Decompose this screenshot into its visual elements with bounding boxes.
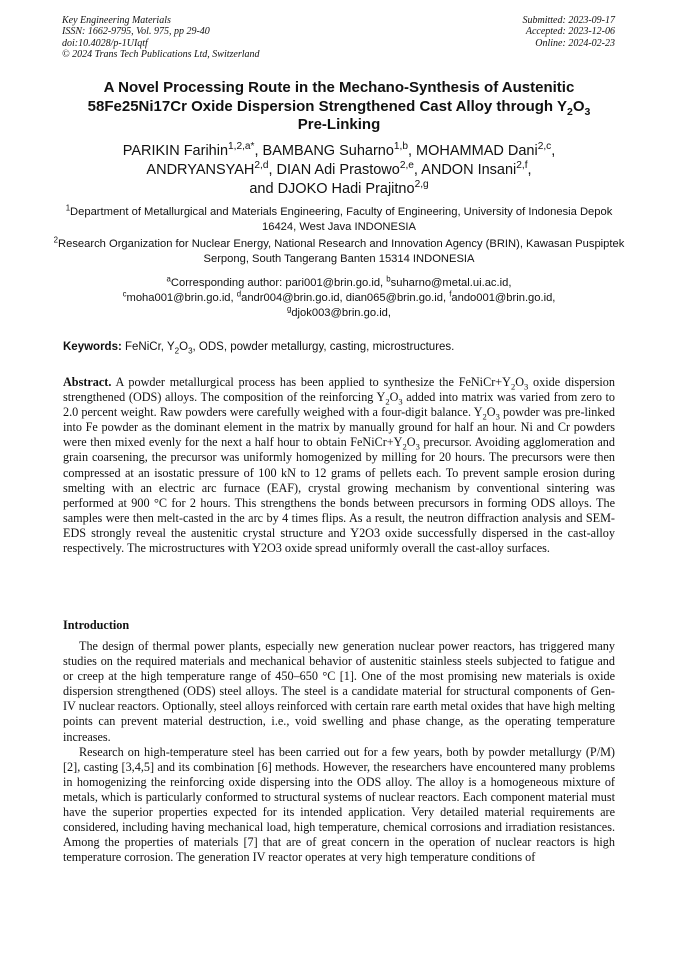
abstract: Abstract. A powder metallurgical process has been applied to synthesize the $FeNiCr+Y_2O_3$ oxide dispersion strengthened (ODS) alloys. The composition of the reinforcing $Y_2O_3$ added into matrix was varied from zero to 2.0 percent weight. Raw powders were carefully weighed with a four-digit balance. $Y_2O_3$ powder was pre-linked into Fe powder as the dominant element in the matrix by manually ground for half an hour. Ni and Cr powders were then mixed evenly for the next a half hour to obtain $FeNiCr+Y_2O_3$ precursor. Avoiding agglomeration and grain coarsening, the precursor was uniformly homogenized by milling for 20 hours. The precursors were then compressed at an isostatic pressure of 100 kN to 12 grams of pellets each. To prevent sample erosion during smelting with an electric arc furnace (EAF), crystal growing mechanism by conventional sintering was performed at 900 °C for 2 hours. This strengthens the bonds between precursors in forming ODS alloys. The samples were then melt-casted in the arc by 4 times flips. As a result, the neutron diffraction analysis and SEM-EDS strongly reveal the austenitic crystal structure and Y2O3 oxide successfully dispersed in the cast-alloy respectively. The microstructures with Y2O3 oxide spread uniformly overall the cast-alloy surfaces. <box>63 375 615 556</box>
doi-link[interactable]: doi:10.4028/p-1UIqtf <box>62 37 148 49</box>
issn-volume: ISSN: 1662-9795, Vol. 975, pp 29-40 <box>62 26 210 38</box>
introduction-body <box>63 639 615 865</box>
accepted-date: Accepted: 2023-12-06 <box>525 26 615 38</box>
corresponding-emails: $^a$Corresponding author: pari001@brin.go.id, $^b$suharno@metal.ui.ac.id, $^c$moha001@brin.go.id, $^d$andr004@brin.go.id, dian065@brin.go.id, $^f$ando001@brin.go.id, $^g$djok003@brin.go.id, <box>122 274 556 319</box>
author-line-2: ANDRYANSYAH$^{2,d}$, DIAN Adi Prastowo$^{2,e}$, ANDON Insani$^{2,f}$, <box>146 160 532 178</box>
author-list <box>40 142 638 199</box>
email-link[interactable]: andr004@brin.go.id, <box>241 292 346 304</box>
dates-info <box>523 15 616 49</box>
submitted-date: Submitted: 2023-09-17 <box>522 15 615 26</box>
email-link[interactable]: suharno@metal.ui.ac.id, <box>390 277 512 289</box>
email-link[interactable]: dian065@brin.go.id, <box>345 292 450 304</box>
paragraph: The design of thermal power plants, especially new generation nuclear power reactors, has triggered many studies on the required materials and mechanical behavior of austenitic stainless steels subjected to fatigue and or creep at the high temperature range of 450–650 °C [1]. One of the most promising new materials is oxide dispersion strengthened (ODS) steel alloys. The steel is a candidate material for structural components of Gen-IV nuclear reactors. Optionally, steel alloys reinforced with certain rare earth metal oxides that have high melting points can prevent material destruction, i.e., void swelling and phase change, as the operating temperature increases. <box>63 639 615 744</box>
keywords: Keywords: FeNiCr, $Y_2O_3$, ODS, powder metallurgy, casting, microstructures. <box>63 341 455 356</box>
journal-name: Key Engineering Materials <box>62 15 171 26</box>
title-line-2: 58Fe25Ni17Cr Oxide Dispersion Strengthened Cast Alloy through $Y_2O_3$ <box>87 97 591 118</box>
section-heading-introduction: Introduction <box>63 618 130 632</box>
email-link[interactable]: pari001@brin.go.id, <box>285 277 387 289</box>
paper-title <box>40 79 638 135</box>
copyright: © 2024 Trans Tech Publications Ltd, Switzerland <box>62 49 260 61</box>
abstract-label: Abstract. <box>63 375 112 389</box>
email-link[interactable]: moha001@brin.go.id, <box>126 292 237 304</box>
title-line-3: Pre-Linking <box>297 116 381 133</box>
affiliation-1: $^1$Department of Metallurgical and Materials Engineering, Faculty of Engineering, University of Indonesia Depok 16424, West Java INDONESIA <box>65 203 613 233</box>
title-line-1: A Novel Processing Route in the Mechano-Synthesis of Austenitic <box>103 79 575 96</box>
author-line-3: and DJOKO Hadi Prajitno$^{2,g}$ <box>249 179 429 197</box>
author-line-1: PARIKIN Farihin$^{1,2,a*}$, BAMBANG Suharno$^{1,b}$, MOHAMMAD Dani$^{2,c}$, <box>122 141 556 159</box>
online-date: Online: 2024-02-23 <box>535 37 615 49</box>
journal-info <box>62 15 260 61</box>
paragraph: Research on high-temperature steel has been carried out for a few years, both by powder metallurgy (P/M) [2], casting [3,4,5] and its combination [6] methods. However, the researchers have encountered many problems in homogenizing the reinforcing oxide dispersing into the ODS alloy. The alloy is a homogeneous mixture of metals, which is particularly conformed to structural systems of nuclear reactors. Each component material must have the superior properties expected for its intended application. Very detailed material requirements are considered, including having mechanical load, high temperature, chemical corrosions and irradiation resistances. Among the properties of materials [7] that are of great concern in the operation of nuclear reactors is high temperature corrosion. The generation IV reactor operates at very high temperature conditions of <box>63 744 615 865</box>
affiliation-2: $^2$Research Organization for Nuclear Energy, National Research and Innovation Agency (BRIN), Kawasan Puspiptek Serpong, South Tangerang Banten 15314 INDONESIA <box>53 235 625 265</box>
email-link[interactable]: ando001@brin.go.id, <box>451 292 556 304</box>
email-link[interactable]: djok003@brin.go.id, <box>291 307 392 319</box>
